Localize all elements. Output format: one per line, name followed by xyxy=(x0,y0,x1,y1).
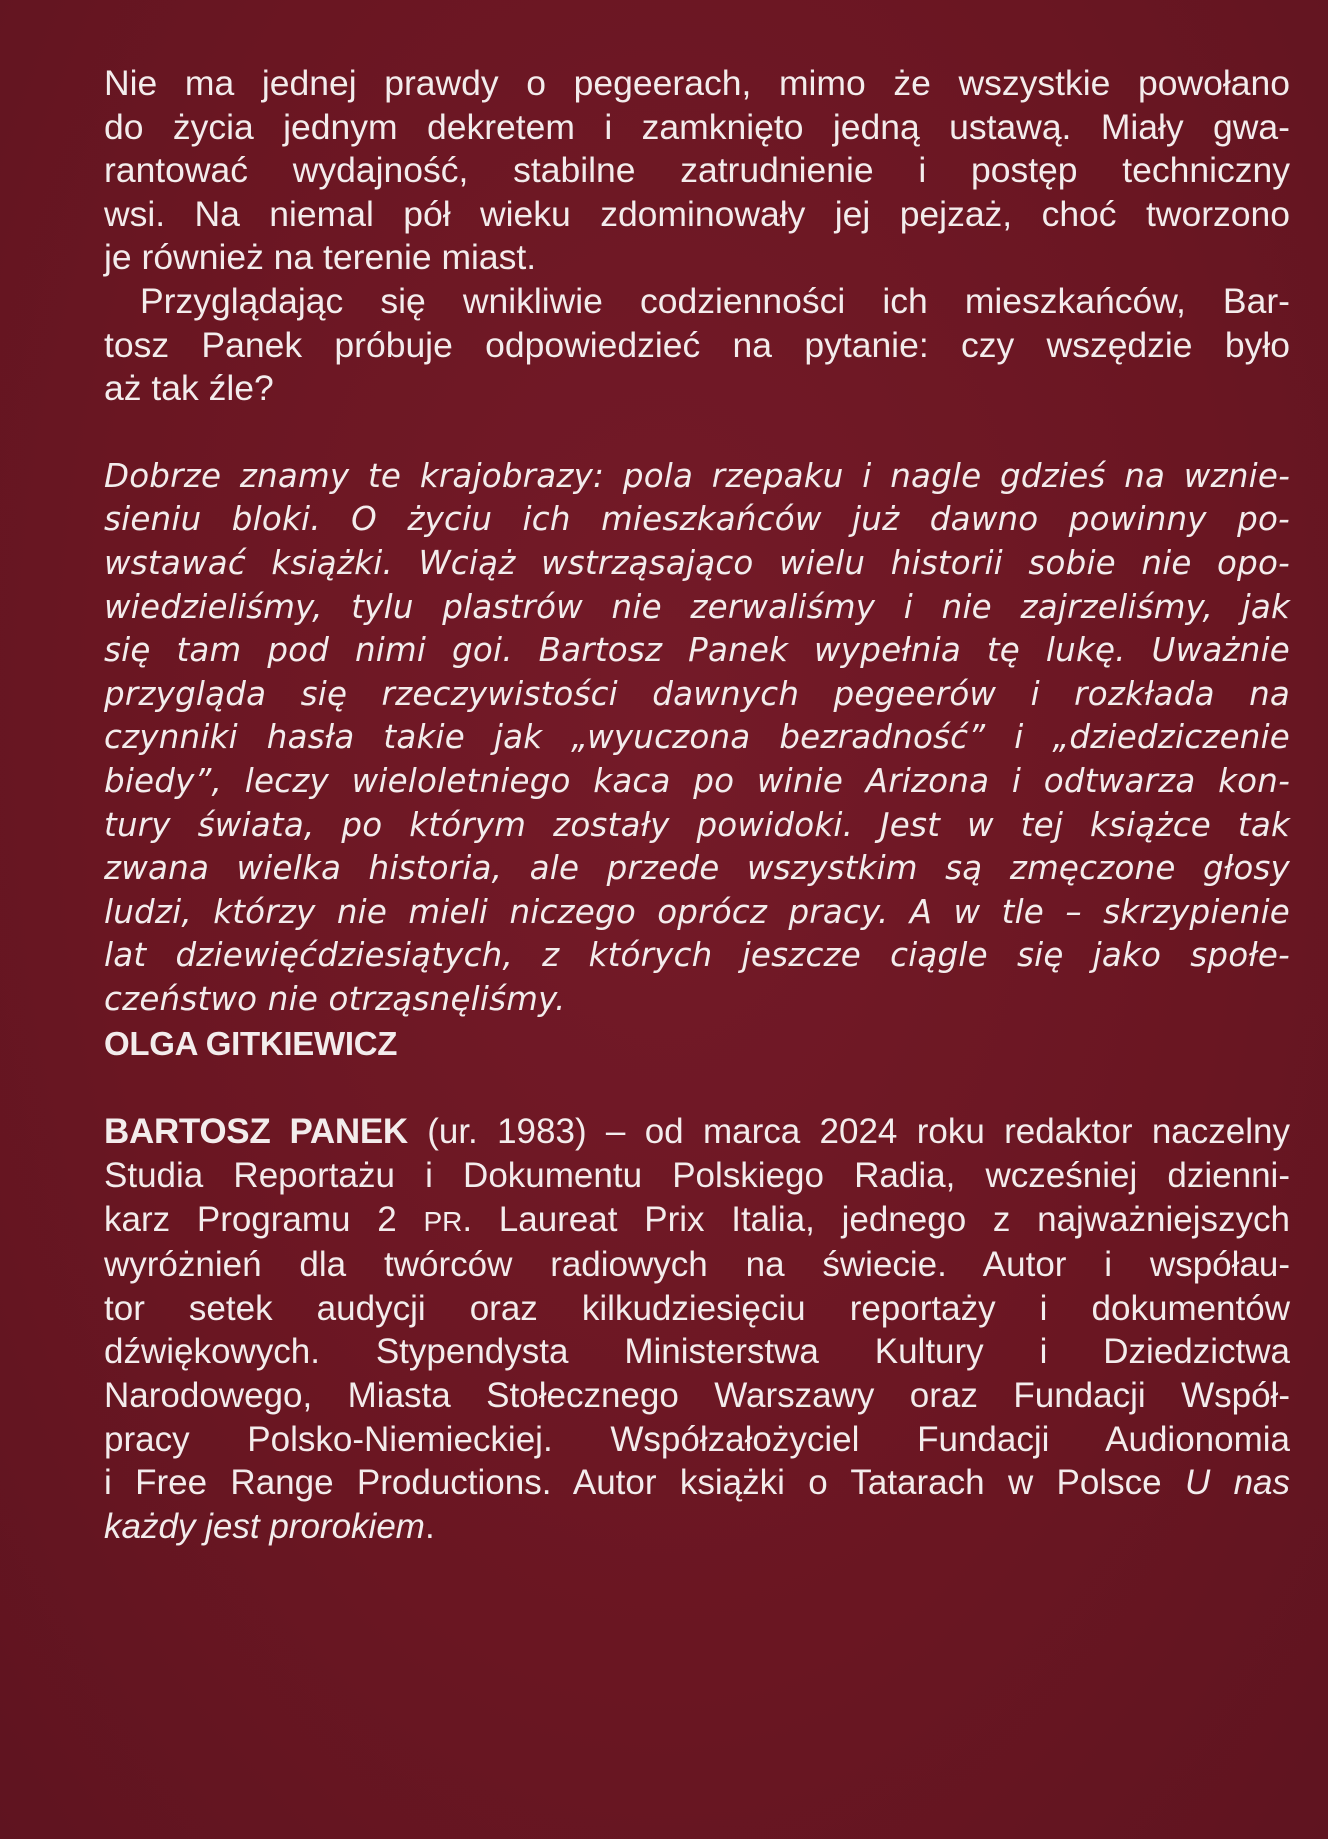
blurb-line: lat dziewięćdziesiątych, z których jeszcze ciągle się jako społe- xyxy=(104,936,1290,975)
bio-line xyxy=(104,1198,1290,1244)
bio-line: tor setek audycji oraz kilkudziesięciu reportaży i dokumentów xyxy=(104,1288,1290,1328)
bio-book-title: każdy jest prorokiem xyxy=(104,1506,425,1546)
bio-line: Narodowego, Miasta Stołecznego Warszawy oraz Fundacji Współ- xyxy=(104,1376,1290,1416)
bio-text: i Free Range Productions. Autor książki o Tatarach w Polsce xyxy=(104,1463,1185,1503)
intro2-line: tosz Panek próbuje odpowiedzieć na pytanie: czy wszędzie było xyxy=(104,324,1290,365)
bio-line xyxy=(104,1505,1290,1549)
bio-line xyxy=(104,1110,1290,1154)
back-cover-text xyxy=(104,62,1290,1548)
spacer xyxy=(104,1066,1290,1110)
blurb-line: czynniki hasła takie jak „wyuczona bezradność” i „dziedziczenie xyxy=(104,718,1290,757)
blurb-line: Dobrze znamy te krajobrazy: pola rzepaku i nagle gdzieś na wznie- xyxy=(104,456,1290,495)
bio-text: karz Programu 2 xyxy=(104,1199,424,1239)
intro-paragraph-2 xyxy=(104,280,1290,411)
author-bio xyxy=(104,1110,1290,1548)
bio-line: Studia Reportażu i Dokumentu Polskiego Radia, wcześniej dzienni- xyxy=(104,1156,1290,1196)
blurb-line: tury świata, po którym zostały powidoki. Jest w tej książce tak xyxy=(104,805,1290,844)
blurb-line: sieniu bloki. O życiu ich mieszkańców już dawno powinny po- xyxy=(104,500,1290,539)
bio-book-title: U nas xyxy=(1184,1463,1290,1503)
bio-line: wyróżnień dla twórców radiowych na świecie. Autor i współau- xyxy=(104,1245,1290,1285)
blurb-line: wiedzieliśmy, tylu plastrów nie zerwaliśmy i nie zajrzeliśmy, jak xyxy=(104,587,1290,626)
blurb-line: czeństwo nie otrząsnęliśmy. xyxy=(104,979,566,1018)
bio-author-name: BARTOSZ PANEK xyxy=(104,1112,408,1152)
blurb-quote xyxy=(104,455,1290,1022)
bio-line xyxy=(104,1461,1290,1505)
intro-line: do życia jednym dekretem i zamknięto jedną ustawą. Miały gwa- xyxy=(104,106,1290,147)
bio-text: (ur. 1983) – od marca 2024 roku redaktor naczelny xyxy=(407,1112,1290,1152)
bio-line: dźwiękowych. Stypendysta Ministerstwa Kultury i Dziedzictwa xyxy=(104,1332,1290,1372)
intro-paragraph xyxy=(104,62,1290,280)
intro-line: Nie ma jednej prawdy o pegeerach, mimo że wszystkie powołano xyxy=(104,63,1290,103)
intro-line: rantować wydajność, stabilne zatrudnienie i postęp techniczny xyxy=(104,150,1290,191)
bio-pr-abbrev: PR xyxy=(423,1205,463,1237)
blurb-line: wstawać książki. Wciąż wstrząsająco wielu historii sobie nie opo- xyxy=(104,543,1290,582)
spacer xyxy=(104,411,1290,455)
blurb-line: się tam pod nimi goi. Bartosz Panek wypełnia tę lukę. Uważnie xyxy=(104,631,1290,670)
blurb-line: przygląda się rzeczywistości dawnych pegeerów i rozkłada na xyxy=(104,674,1290,713)
bio-line: pracy Polsko-Niemieckiej. Współzałożyciel Fundacji Audionomia xyxy=(104,1419,1290,1459)
blurb-line: biedy”, leczy wieloletniego kaca po winie Arizona i odtwarza kon- xyxy=(104,761,1290,800)
intro2-line: Przyglądając się wnikliwie codzienności ich mieszkańców, Bar- xyxy=(140,280,1290,321)
blurb-line: zwana wielka historia, ale przede wszystkim są zmęczone głosy xyxy=(104,849,1290,888)
bio-text: . Laureat Prix Italia, jednego z najważniejszych xyxy=(462,1199,1291,1239)
blurb-line: ludzi, którzy nie mieli niczego oprócz pracy. A w tle – skrzypienie xyxy=(104,892,1290,931)
intro-line: je również na terenie miast. xyxy=(104,237,537,278)
bio-text: . xyxy=(424,1506,435,1546)
intro-line: wsi. Na niemal pół wieku zdominowały jej pejzaż, choć tworzono xyxy=(104,193,1290,234)
blurb-signature: OLGA GITKIEWICZ xyxy=(104,1025,398,1063)
intro2-line: aż tak źle? xyxy=(104,368,274,409)
